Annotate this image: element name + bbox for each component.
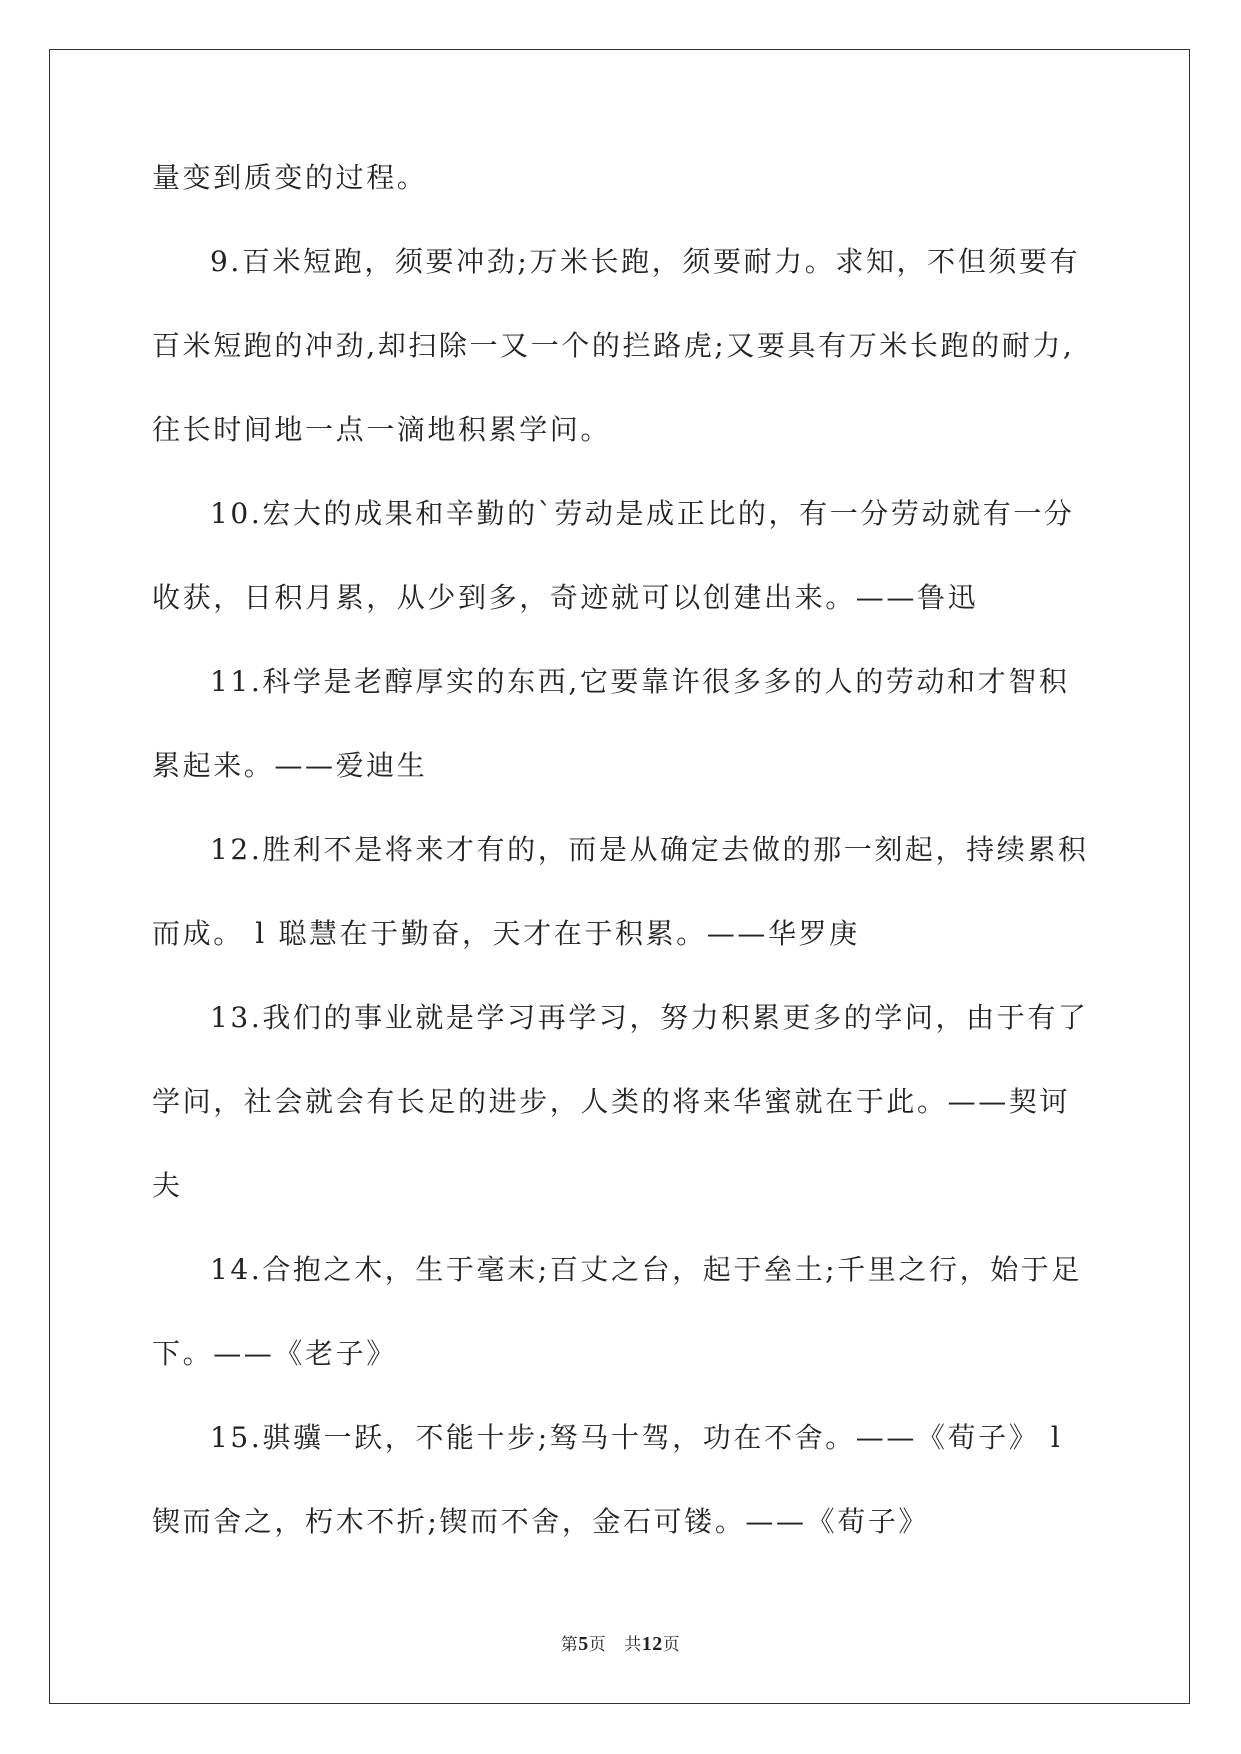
text-line-1: 量变到质变的过程。	[152, 161, 428, 194]
document-body	[152, 160, 1092, 1588]
quote-11-line-1: 11.科学是老醇厚实的东西,它要靠许很多多的人的劳动和才智积	[210, 665, 1070, 698]
quote-13-line-1: 13.我们的事业就是学习再学习，努力积累更多的学问，由于有了	[210, 1001, 1089, 1034]
quote-15-line-2: 锲而舍之，朽木不折;锲而不舍，金石可镂。——《荀子》	[152, 1505, 930, 1538]
footer-total-pages: 12	[641, 1633, 663, 1655]
footer-page-suffix: 页	[588, 1635, 607, 1655]
quote-9-line-3: 往长时间地一点一滴地积累学问。	[152, 413, 612, 446]
quote-10-line-2: 收获，日积月累，从少到多，奇迹就可以创建出来。——鲁迅	[152, 581, 979, 614]
quote-14-line-2: 下。——《老子》	[152, 1337, 397, 1370]
quote-10-line-1: 10.宏大的成果和辛勤的`劳动是成正比的，有一分劳动就有一分	[210, 497, 1075, 530]
footer-page-number: 5	[578, 1633, 589, 1655]
quote-12-line-1: 12.胜利不是将来才有的，而是从确定去做的那一刻起，持续累积	[210, 833, 1089, 866]
footer-total-suffix: 页	[662, 1635, 681, 1655]
quote-9-line-2: 百米短跑的冲劲,却扫除一又一个的拦路虎;又要具有万米长跑的耐力,	[152, 329, 1075, 362]
quote-14-line-1: 14.合抱之木，生于毫末;百丈之台，起于垒土;千里之行，始于足	[210, 1253, 1082, 1286]
quote-15-line-1: 15.骐骥一跃，不能十步;驽马十驾，功在不舍。——《荀子》 l	[210, 1421, 1063, 1454]
quote-9-line-1: 9.百米短跑，须要冲劲;万米长跑，须要耐力。求知，不但须要有	[210, 245, 1081, 278]
page-footer	[0, 1630, 1241, 1656]
quote-11-line-2: 累起来。——爱迪生	[152, 749, 428, 782]
quote-13-line-2: 学问，社会就会有长足的进步，人类的将来华蜜就在于此。——契诃	[152, 1085, 1071, 1118]
footer-total-prefix: 共	[624, 1635, 642, 1655]
quote-13-line-3: 夫	[152, 1169, 183, 1202]
quote-12-line-2: 而成。 l 聪慧在于勤奋，天才在于积累。——华罗庚	[152, 917, 860, 950]
footer-page-prefix: 第	[560, 1635, 579, 1655]
